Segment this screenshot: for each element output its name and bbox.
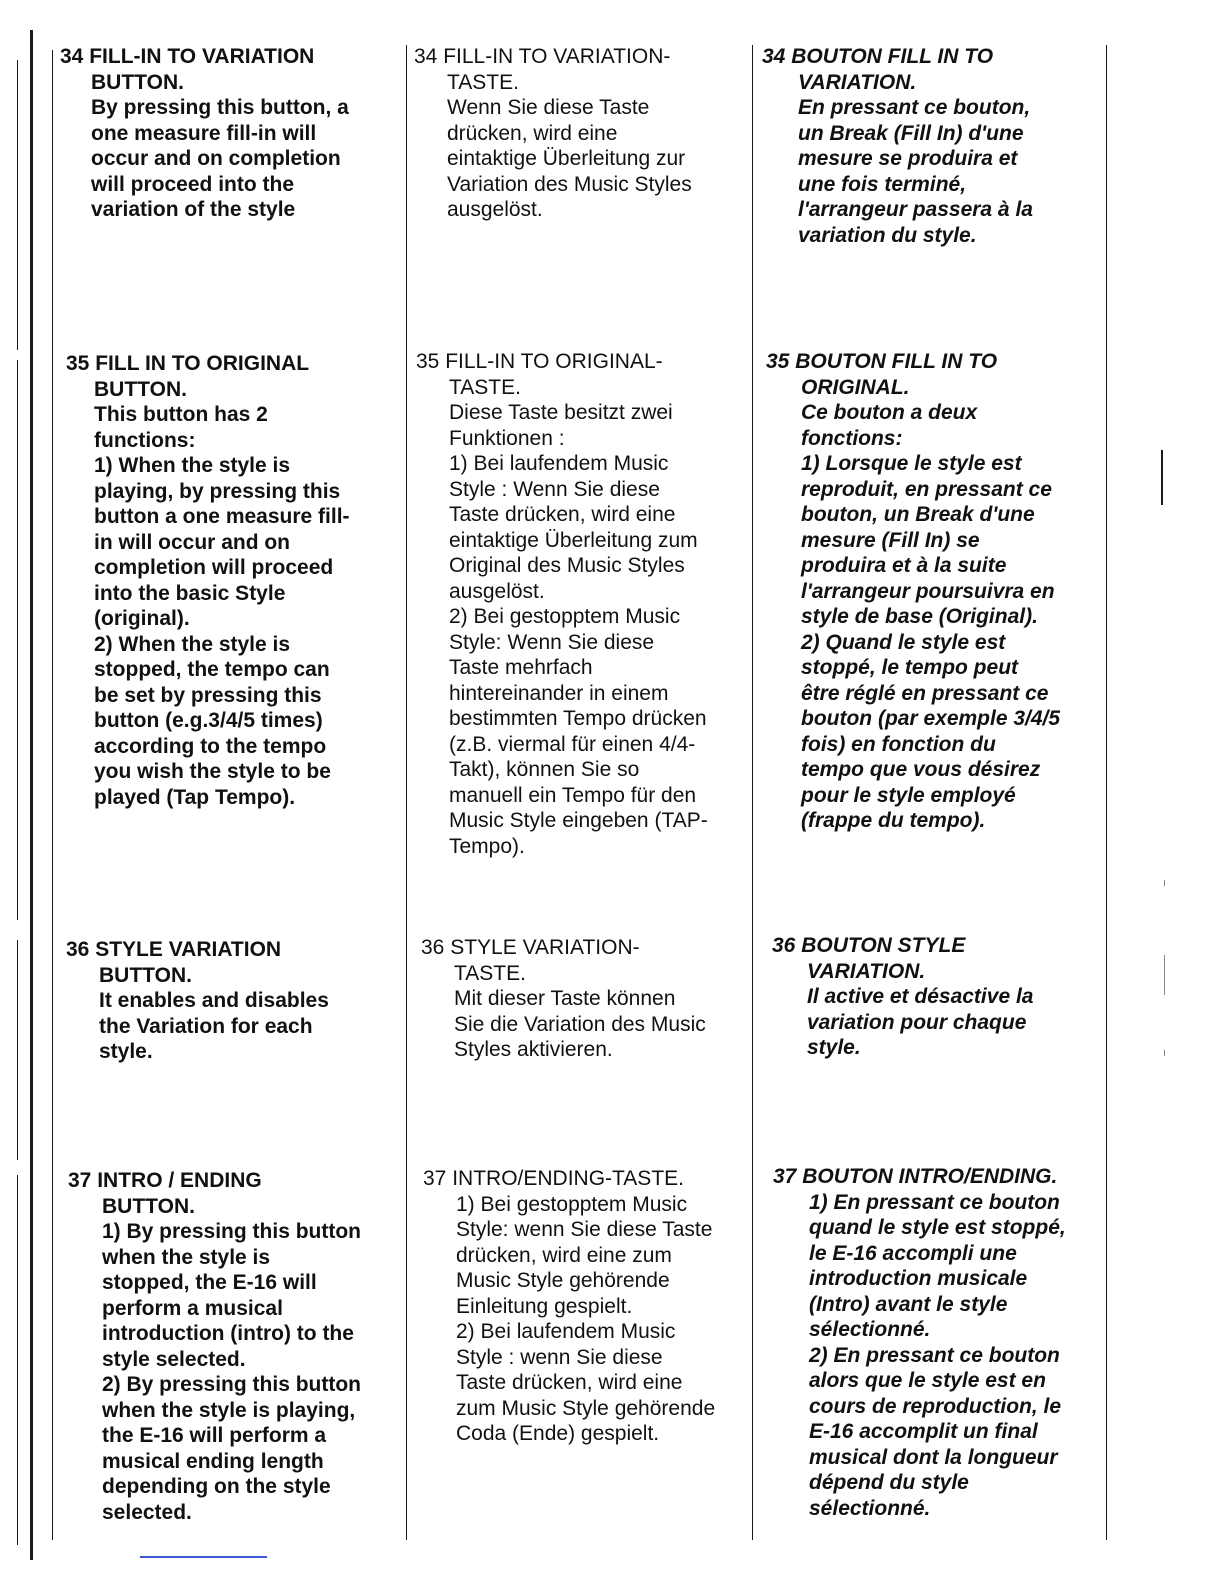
body-line: be set by pressing this <box>94 683 322 707</box>
body-line: Style: Wenn Sie diese <box>449 630 655 654</box>
body-line: 1) When the style is <box>94 454 291 477</box>
section-title-cont: VARIATION. <box>798 70 917 94</box>
body-line: style de base (Original). <box>801 605 1038 628</box>
body-line: un Break (Fill In) d'une <box>798 121 1024 145</box>
section-37-english <box>68 1168 405 1525</box>
body-line: drücken, wird eine zum <box>456 1243 672 1267</box>
section-heading <box>60 44 405 70</box>
body-line: Music Style gehörende <box>456 1269 670 1292</box>
section-34-english <box>60 44 405 223</box>
right-margin-mark <box>1161 450 1163 505</box>
body-line: completion will proceed <box>94 556 334 579</box>
body-line: in will occur and on <box>94 530 291 554</box>
section-heading <box>68 1168 405 1194</box>
section-title-cont: ORIGINAL. <box>801 375 910 399</box>
body-line: cours de reproduction, le <box>809 1394 1062 1418</box>
body-line: tempo que vous désirez <box>801 758 1041 781</box>
body-line: (z.B. viermal für einen 4/4- <box>449 732 696 756</box>
body-line: musical dont la longueur <box>809 1445 1058 1469</box>
body-line: variation pour chaque <box>807 1010 1027 1034</box>
body-line: le E-16 accompli une <box>809 1241 1017 1265</box>
section-heading <box>66 937 405 963</box>
body-line: eintaktige Überleitung zum <box>449 528 698 552</box>
body-line: Einleitung gespielt. <box>456 1294 633 1318</box>
body-line: Sie die Variation des Music <box>454 1012 706 1036</box>
body-line: played (Tap Tempo). <box>94 785 296 809</box>
section-title: FILL IN TO ORIGINAL <box>95 352 310 375</box>
body-line: Style : wenn Sie diese <box>456 1345 663 1369</box>
body-line: 1) Bei gestopptem Music <box>456 1192 688 1216</box>
body-line: manuell ein Tempo für den <box>449 783 697 807</box>
section-title-cont: TASTE. <box>454 961 526 985</box>
section-number: 36 <box>66 938 90 961</box>
body-line: style. <box>99 1040 153 1063</box>
body-line: 1) By pressing this button <box>102 1220 362 1243</box>
body-line: 2) When the style is <box>94 632 291 656</box>
section-35-german <box>416 349 752 859</box>
column-rule-right <box>1106 45 1107 1540</box>
scan-speck <box>1164 1050 1165 1056</box>
body-line: playing, by pressing this <box>94 479 341 503</box>
body-line: stopped, the E-16 will <box>102 1271 317 1294</box>
footer-rule <box>140 1556 267 1558</box>
section-35-french <box>766 349 1106 834</box>
column-rule-2 <box>752 45 753 1540</box>
body-line: It enables and disables <box>99 989 329 1012</box>
scan-speck <box>1164 955 1165 995</box>
body-line: functions: <box>94 428 196 452</box>
body-line: Mit dieser Taste können <box>454 987 676 1010</box>
body-line: 2) By pressing this button <box>102 1373 362 1396</box>
body-line: Il active et désactive la <box>807 985 1034 1008</box>
column-rule-1 <box>406 45 407 1540</box>
body-line: 2) Bei laufendem Music <box>456 1320 676 1343</box>
body-line: when the style is playing, <box>102 1398 356 1422</box>
section-title: BOUTON FILL IN TO <box>795 350 998 373</box>
body-line: Style: wenn Sie diese Taste <box>456 1218 713 1241</box>
body-line: Ce bouton a deux <box>801 401 978 424</box>
section-number: 36 <box>421 936 445 959</box>
body-line: This button has 2 <box>94 403 268 426</box>
body-line: Diese Taste besitzt zwei <box>449 401 673 424</box>
body-line: introduction (intro) to the <box>102 1322 354 1345</box>
section-title: BOUTON FILL IN TO <box>791 45 994 68</box>
body-line: sélectionné. <box>809 1496 931 1520</box>
body-line: mesure (Fill In) se <box>801 528 980 552</box>
scan-speck <box>1164 880 1165 886</box>
body-line: En pressant ce bouton, <box>798 96 1031 119</box>
body-line: Tempo). <box>449 834 525 858</box>
body-line: (Intro) avant le style <box>809 1292 1008 1316</box>
section-35-english <box>66 351 405 810</box>
body-line: 2) Quand le style est <box>801 630 1006 654</box>
section-heading <box>421 935 751 961</box>
left-margin-line <box>17 60 18 350</box>
body-line: bouton (par exemple 3/4/5 <box>801 707 1061 730</box>
section-title-cont: BUTTON. <box>102 1194 195 1218</box>
body-line: ausgelöst. <box>449 579 545 603</box>
body-line: depending on the style <box>102 1475 331 1498</box>
section-heading <box>414 44 750 70</box>
section-number: 35 <box>66 352 90 375</box>
body-line: une fois terminé, <box>798 172 967 196</box>
body-line: stopped, the tempo can <box>94 658 330 681</box>
body-line: sélectionné. <box>809 1318 931 1341</box>
body-line: according to the tempo <box>94 734 327 758</box>
section-37-french <box>773 1164 1106 1521</box>
body-line: into the basic Style <box>94 581 286 605</box>
body-line: Coda (Ende) gespielt. <box>456 1422 660 1445</box>
section-title: STYLE VARIATION- <box>450 936 640 959</box>
body-line: fonctions: <box>801 426 903 450</box>
body-line: E-16 accomplit un final <box>809 1420 1038 1443</box>
body-line: Styles aktivieren. <box>454 1038 613 1061</box>
body-line: bouton, un Break d'une <box>801 503 1035 526</box>
section-title-cont: TASTE. <box>447 70 519 94</box>
section-title: BOUTON STYLE <box>801 934 966 957</box>
body-line: variation of the style <box>91 198 296 221</box>
body-line: will proceed into the <box>91 172 295 196</box>
body-line: you wish the style to be <box>94 760 331 783</box>
body-line: l'arrangeur passera à la <box>798 198 1033 221</box>
body-line: Music Style eingeben (TAP- <box>449 809 708 832</box>
body-line: style. <box>807 1036 861 1059</box>
body-line: musical ending length <box>102 1449 324 1473</box>
body-line: reproduit, en pressant ce <box>801 477 1052 501</box>
section-title: BOUTON INTRO/ENDING. <box>802 1165 1058 1188</box>
body-line: the E-16 will perform a <box>102 1424 327 1447</box>
section-title: INTRO/ENDING-TASTE. <box>452 1167 684 1190</box>
section-37-german <box>423 1166 751 1447</box>
section-title: INTRO / ENDING <box>97 1169 262 1192</box>
body-line: Variation des Music Styles <box>447 172 692 196</box>
body-line: Taste mehrfach <box>449 656 593 679</box>
left-margin-line <box>17 360 18 920</box>
body-line: Taste drücken, wird eine <box>456 1371 683 1394</box>
section-number: 34 <box>414 45 438 68</box>
section-heading <box>773 1164 1106 1190</box>
body-line: Taste drücken, wird eine <box>449 503 676 526</box>
body-line: (frappe du tempo). <box>801 809 986 832</box>
body-line: (original). <box>94 607 190 630</box>
body-line: alors que le style est en <box>809 1369 1046 1392</box>
body-line: button a one measure fill- <box>94 505 350 528</box>
left-margin-line <box>17 940 18 1160</box>
body-line: quand le style est stoppé, <box>809 1216 1066 1239</box>
body-line: mesure se produira et <box>798 147 1018 170</box>
body-line: eintaktige Überleitung zur <box>447 147 686 170</box>
body-line: one measure fill-in will <box>91 121 317 145</box>
section-number: 35 <box>416 350 440 373</box>
left-margin-line <box>17 1175 18 1545</box>
section-number: 34 <box>60 45 84 68</box>
body-line: ausgelöst. <box>447 198 543 221</box>
body-line: être réglé en pressant ce <box>801 681 1049 705</box>
body-line: stoppé, le tempo peut <box>801 656 1019 679</box>
body-line: 1) En pressant ce bouton <box>809 1190 1060 1214</box>
body-line: variation du style. <box>798 223 977 247</box>
section-heading <box>762 44 1102 70</box>
body-line: l'arrangeur poursuivra en <box>801 579 1055 603</box>
body-line: bestimmten Tempo drücken <box>449 707 707 730</box>
section-title-cont: BUTTON. <box>91 70 184 94</box>
section-heading <box>66 351 405 377</box>
body-line: pour le style employé <box>801 783 1016 807</box>
body-line: style selected. <box>102 1347 246 1371</box>
section-heading <box>416 349 752 375</box>
section-36-french <box>772 933 1105 1061</box>
body-line: Wenn Sie diese Taste <box>447 96 650 119</box>
section-heading <box>423 1166 751 1192</box>
section-title: FILL-IN TO VARIATION- <box>443 45 671 68</box>
body-line: Funktionen : <box>449 426 565 450</box>
section-title: FILL-IN TO ORIGINAL- <box>445 350 663 373</box>
body-line: selected. <box>102 1500 192 1524</box>
column-rule-left <box>52 50 53 1540</box>
body-line: hintereinander in einem <box>449 681 669 705</box>
body-line: fois) en fonction du <box>801 732 996 756</box>
section-number: 37 <box>423 1167 447 1190</box>
section-36-english <box>66 937 405 1065</box>
body-line: drücken, wird eine <box>447 121 618 145</box>
body-line: Style : Wenn Sie diese <box>449 477 660 501</box>
body-line: when the style is <box>102 1245 271 1269</box>
body-line: button (e.g.3/4/5 times) <box>94 709 323 732</box>
section-36-german <box>421 935 751 1063</box>
body-line: 2) En pressant ce bouton <box>809 1343 1060 1367</box>
section-number: 37 <box>773 1165 797 1188</box>
section-number: 36 <box>772 934 796 957</box>
body-line: Takt), können Sie so <box>449 758 640 781</box>
body-line: By pressing this button, a <box>91 96 349 119</box>
section-title: FILL-IN TO VARIATION <box>89 45 315 68</box>
body-line: Original des Music Styles <box>449 554 685 577</box>
section-title-cont: VARIATION. <box>807 959 926 983</box>
section-heading <box>772 933 1105 959</box>
section-title: STYLE VARIATION <box>95 938 282 961</box>
body-line: dépend du style <box>809 1471 969 1494</box>
body-line: produira et à la suite <box>801 554 1007 577</box>
body-line: introduction musicale <box>809 1267 1028 1290</box>
body-line: 1) Lorsque le style est <box>801 452 1022 475</box>
body-line: perform a musical <box>102 1296 283 1320</box>
section-title-cont: TASTE. <box>449 375 521 399</box>
section-heading <box>766 349 1106 375</box>
body-line: occur and on completion <box>91 147 341 170</box>
section-34-german <box>414 44 750 223</box>
body-line: 2) Bei gestopptem Music <box>449 605 681 628</box>
section-title-cont: BUTTON. <box>94 377 187 401</box>
section-34-french <box>762 44 1102 248</box>
section-title-cont: BUTTON. <box>99 963 192 987</box>
body-line: zum Music Style gehörende <box>456 1396 716 1420</box>
left-margin-bar <box>30 30 33 1560</box>
section-number: 37 <box>68 1169 92 1192</box>
body-line: 1) Bei laufendem Music <box>449 452 669 475</box>
body-line: the Variation for each <box>99 1014 313 1038</box>
section-number: 35 <box>766 350 790 373</box>
section-number: 34 <box>762 45 786 68</box>
